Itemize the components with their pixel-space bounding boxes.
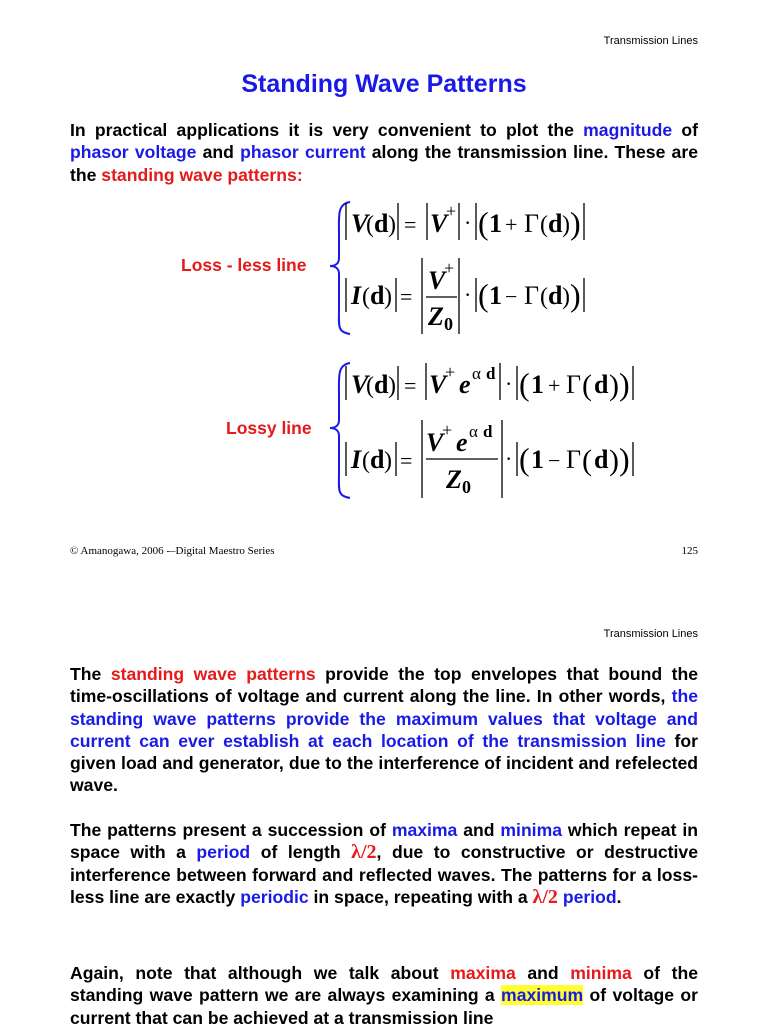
eq-alpha: α <box>469 422 478 441</box>
eq-subscript-zero: 0 <box>462 477 471 497</box>
eq-V: V <box>430 209 448 238</box>
eq-V: V <box>351 370 369 399</box>
eq-minus: − <box>505 284 518 309</box>
eq-paren: ) <box>388 212 396 238</box>
paragraph-note <box>70 962 698 1029</box>
paragraph-envelopes <box>70 663 698 797</box>
eq-V: V <box>428 266 446 295</box>
lossy-line-label: Lossy line <box>226 418 312 438</box>
brace-lossy <box>330 363 350 498</box>
eq-paren: ) <box>388 373 396 399</box>
eq-d: d <box>483 422 493 441</box>
eq-d: d <box>370 445 385 474</box>
eq-d: d <box>594 445 609 474</box>
page-header: Transmission Lines <box>603 628 698 640</box>
eq-one: 1 <box>531 370 544 399</box>
eq-d: d <box>486 364 496 383</box>
eq-one: 1 <box>489 209 502 238</box>
eq-paren: ( <box>362 284 370 310</box>
eq-equals: = <box>404 373 417 398</box>
eq-V: V <box>351 209 369 238</box>
text-run: and <box>196 142 241 163</box>
term-phasor-voltage: phasor voltage <box>70 142 197 163</box>
term-periodic: periodic <box>240 886 309 907</box>
eq-subscript-zero: 0 <box>444 314 453 334</box>
text-run: Again, note that although we talk about <box>70 963 451 983</box>
eq-equals: = <box>400 284 413 309</box>
eq-paren: ) <box>384 284 392 310</box>
text-run: in space, repeating with a <box>308 886 533 907</box>
paragraph-maxima-minima <box>70 819 698 908</box>
eq-paren: ( <box>519 366 530 402</box>
eq-d: d <box>548 209 563 238</box>
eq-dot: · <box>505 446 513 471</box>
eq-paren: ( <box>362 448 370 474</box>
eq-gamma: Γ <box>566 445 582 474</box>
eq-superscript-plus: + <box>446 201 457 221</box>
eq-dot: · <box>464 210 472 235</box>
eq-V: V <box>426 428 444 457</box>
eq-paren: ( <box>519 441 530 477</box>
term-minima: minima <box>500 820 563 840</box>
page-title: Standing Wave Patterns <box>241 70 527 98</box>
text-run: In practical applications it is very convenient to plot the <box>70 120 584 140</box>
text-run: of voltage or current that can be achieved at a transmission line <box>70 985 698 1028</box>
term-half-wavelength: λ/2 <box>532 885 558 908</box>
page-header: Transmission Lines <box>603 35 698 47</box>
eq-d: d <box>374 370 389 399</box>
lossless-line-label: Loss - less line <box>181 255 307 275</box>
eq-paren: ( <box>478 277 489 313</box>
eq-paren: ( <box>366 212 374 238</box>
eq-one: 1 <box>531 445 544 474</box>
term-maxima: maxima <box>391 820 458 840</box>
term-period: period <box>562 886 617 907</box>
text-run: and <box>457 820 501 840</box>
eq-minus: − <box>548 448 561 473</box>
eq-alpha: α <box>472 364 481 383</box>
eq-gamma: Γ <box>524 281 540 310</box>
eq-e: e <box>459 370 471 399</box>
eq-V: V <box>429 370 447 399</box>
eq-paren: ( <box>540 284 548 310</box>
eq-d: d <box>374 209 389 238</box>
eq-e: e <box>456 428 468 457</box>
term-period: period <box>196 842 251 863</box>
eq-paren: ( <box>478 205 489 241</box>
term-magnitude: magnitude <box>583 120 673 140</box>
term-half-wavelength: λ/2 <box>351 841 377 864</box>
term-standing-wave-patterns: standing wave patterns: <box>101 164 303 185</box>
eq-d: d <box>370 281 385 310</box>
eq-paren: ) <box>562 284 570 310</box>
eq-dot: · <box>505 371 513 396</box>
eq-gamma: Γ <box>566 370 582 399</box>
eq-paren: ) <box>562 212 570 238</box>
eq-paren: ) <box>619 441 630 477</box>
eq-paren: ) <box>609 444 619 477</box>
text-run: The <box>70 664 111 684</box>
text-run: of length <box>250 842 352 863</box>
eq-paren: ( <box>540 212 548 238</box>
eq-superscript-plus: + <box>444 258 455 278</box>
term-phasor-current: phasor current <box>240 142 366 163</box>
text-run: of <box>672 120 698 140</box>
eq-paren: ) <box>570 277 581 313</box>
eq-gamma: Γ <box>524 209 540 238</box>
text-run: along the transmission line. These are the <box>70 142 698 185</box>
text-run: of the standing wave pattern we are always examining a <box>70 963 699 1006</box>
eq-paren: ( <box>582 369 592 402</box>
eq-Z: Z <box>446 465 462 494</box>
eq-equals: = <box>400 448 413 473</box>
eq-paren: ) <box>384 448 392 474</box>
term-minima: minima <box>570 963 632 983</box>
page-number: 125 <box>681 545 698 557</box>
text-run: for given load and generator, due to the interference of incident and refelected wave. <box>70 730 698 796</box>
eq-d: d <box>594 370 609 399</box>
term-maxima: maxima <box>450 963 516 983</box>
eq-one: 1 <box>489 281 502 310</box>
eq-d: d <box>548 281 563 310</box>
eq-I: I <box>351 281 362 310</box>
term-maximum-highlight: maximum <box>501 985 584 1006</box>
brace-lossless <box>330 202 350 334</box>
text-run: and <box>515 963 571 983</box>
term-standing-wave-patterns: standing wave patterns <box>110 664 316 684</box>
eq-plus: + <box>505 212 518 237</box>
eq-paren: ) <box>619 366 630 402</box>
eq-I: I <box>351 445 362 474</box>
eq-superscript-plus: + <box>445 362 456 382</box>
text-run: The patterns present a succession of <box>70 820 392 840</box>
eq-equals: = <box>404 212 417 237</box>
term-maximum-values: the standing wave patterns provide the maximum values that voltage and current can ever establish at each location of the transmission line <box>70 686 698 751</box>
eq-Z: Z <box>428 302 444 331</box>
text-run: provide the top envelopes that bound the time-oscillations of voltage and current along the line. In other words, <box>70 664 698 707</box>
text-run: which repeat in space with a <box>70 820 698 863</box>
eq-plus: + <box>548 373 561 398</box>
footer-copyright: © Amanogawa, 2006 -–Digital Maestro Series <box>70 545 275 557</box>
eq-paren: ( <box>366 373 374 399</box>
eq-paren: ) <box>570 205 581 241</box>
text-run: . <box>616 886 622 907</box>
eq-superscript-plus: + <box>442 420 453 440</box>
eq-paren: ( <box>582 444 592 477</box>
eq-paren: ) <box>609 369 619 402</box>
eq-dot: · <box>464 282 472 307</box>
text-run: , due to constructive or destructive interference between forward and reflected waves. The patterns for a loss-less line are exactly <box>70 842 699 907</box>
